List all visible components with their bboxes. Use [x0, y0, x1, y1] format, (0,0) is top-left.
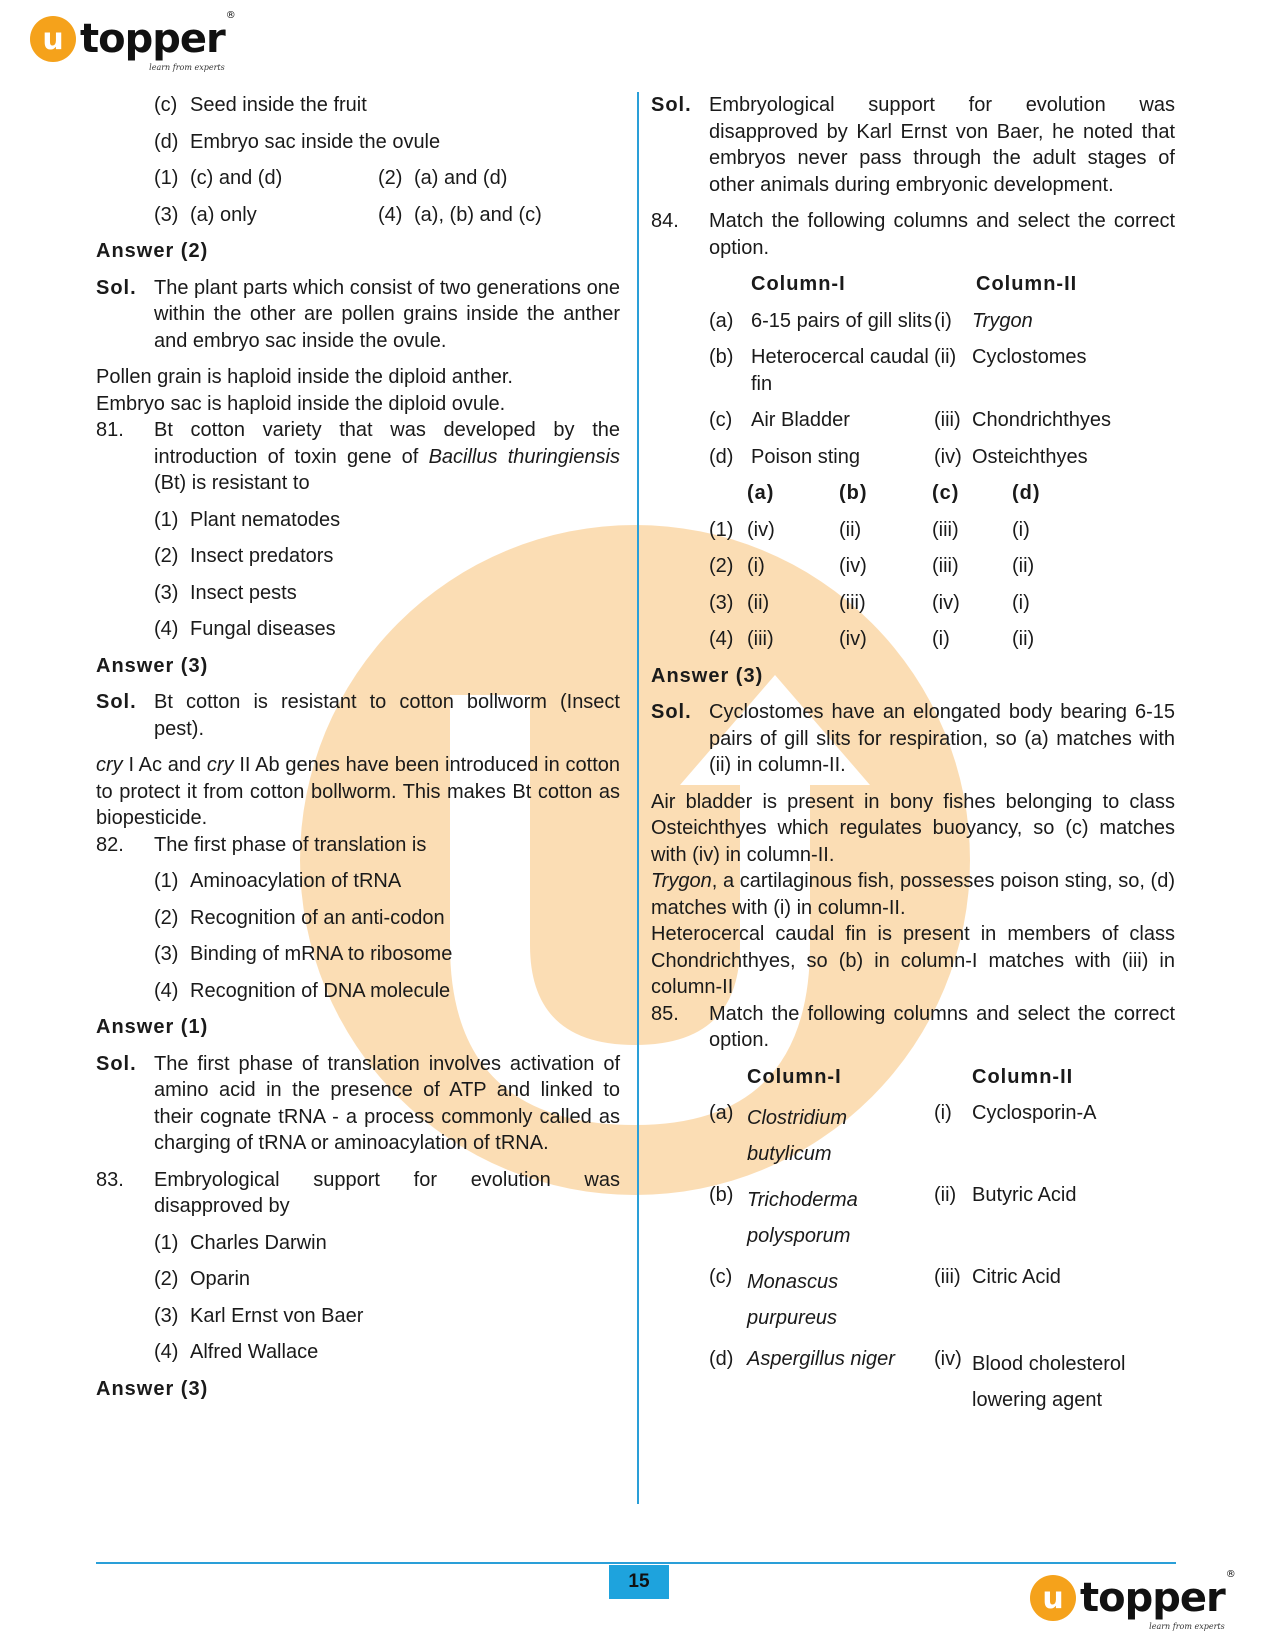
table-row: (c) Air Bladder (iii) Chondrichthyes	[709, 409, 1111, 431]
option-grid-84: (a) (b) (c) (d) (1) (iv) (ii) (iii) (i) (2) (i) (iv) (iii) (ii) (3) (ii) (iii) (iv) (i) (4) (iii) (iv) (i) (ii)	[709, 480, 1175, 653]
footer-logo	[1030, 1569, 1235, 1631]
table-row: (2) (i) (iv) (iii) (ii)	[709, 555, 1035, 577]
list-item: (3) Karl Ernst von Baer	[154, 1304, 364, 1327]
list-item: (3) Binding of mRNA to ribosome	[154, 943, 453, 965]
page-number: 15	[609, 1565, 669, 1599]
answer-q84: Answer (3)	[651, 664, 764, 687]
table-row: (d) Aspergillus niger (iv) Blood cholesterol lowering agent	[709, 1348, 1126, 1411]
table-row: (b) Heterocercal caudal fin (ii) Cyclostomes	[709, 346, 1087, 395]
solution-paragraph: Trygon, a cartilaginous fish, possesses poison sting, so, (d) matches with (i) in column-II.	[651, 870, 1175, 919]
solution-q80: Sol. The plant parts which consist of two generations one within the other are pollen grains inside the anther and embryo sac inside the ovule.	[96, 276, 620, 352]
question-81: 81. Bt cotton variety that was developed by the introduction of toxin gene of Bacillus thuringiensis (Bt) is resistant to	[96, 419, 620, 494]
logo-wordmark: topper	[80, 16, 225, 62]
logo-wordmark: topper	[1080, 1575, 1225, 1621]
list-item: (2) Insect predators	[154, 545, 334, 567]
logo-u-icon: u	[30, 16, 76, 62]
logo-tagline: learn from experts	[149, 63, 225, 72]
question-84: 84. Match the following columns and select the correct option.	[651, 210, 1175, 259]
question-82: 82. The first phase of translation is	[96, 833, 427, 856]
left-column	[96, 92, 620, 1412]
list-item: (c) Seed inside the fruit	[154, 94, 367, 116]
list-item: (1) Plant nematodes	[154, 508, 341, 531]
list-item: (4) Recognition of DNA molecule	[154, 979, 451, 1002]
registered-mark: ®	[225, 10, 235, 21]
list-item: (1) Aminoacylation of tRNA	[154, 870, 402, 892]
column-divider	[637, 92, 639, 1504]
footer-line	[96, 1562, 1176, 1564]
list-item: (2) Recognition of an anti-codon	[154, 906, 445, 929]
answer-q83: Answer (3)	[96, 1377, 209, 1400]
solution-paragraph: Air bladder is present in bony fishes belonging to class Osteichthyes which regulates buoyancy, so (c) matches with (iv) in column-II.	[651, 790, 1175, 866]
table-row: (b) Trichoderma polysporum (ii) Butyric Acid	[709, 1184, 1077, 1247]
list-item: (2) Oparin	[154, 1268, 251, 1290]
answer-q81: Answer (3)	[96, 654, 209, 677]
list-item: (1) Charles Darwin	[154, 1231, 327, 1254]
table-row: (1) (iv) (ii) (iii) (i)	[709, 518, 1030, 541]
logo-u-icon: u	[1030, 1575, 1076, 1621]
solution-paragraph: Pollen grain is haploid inside the diploid anther.	[96, 366, 513, 388]
list-item: (d) Embryo sac inside the ovule	[154, 130, 441, 153]
right-column	[651, 92, 1175, 1428]
q80-choices: (1) (c) and (d) (2) (a) and (d) (3) (a) only (4) (a), (b) and (c)	[154, 167, 542, 226]
question-83: 83. Embryological support for evolution was disapproved by	[96, 1168, 620, 1217]
table-row: (c) Monascus purpureus (iii) Citric Acid	[709, 1266, 1061, 1329]
solution-q83: Sol. Embryological support for evolution was disapproved by Karl Ernst von Baer, he noted that embryos never pass through the adult stages of other animals during embryonic development.	[651, 94, 1175, 196]
answer-q82: Answer (1)	[96, 1016, 209, 1038]
solution-paragraph: Embryo sac is haploid inside the diploid ovule.	[96, 392, 506, 415]
table-row: (4) (iii) (iv) (i) (ii)	[709, 628, 1035, 650]
registered-mark: ®	[1225, 1569, 1235, 1580]
solution-q82: Sol. The first phase of translation involves activation of amino acid in the presence of ATP and linked to their cognate tRNA - a process commonly called as charging of tRNA or aminoacylation of tRNA.	[96, 1052, 620, 1154]
list-item: (3) Insect pests	[154, 581, 297, 604]
solution-paragraph: Heterocercal caudal fin is present in members of class Chondrichthyes, so (b) in column-I matches with (iii) in column-II	[651, 923, 1175, 998]
answer-q80: Answer (2)	[96, 240, 209, 262]
table-row: (a) Clostridium butylicum (i) Cyclosporin-A	[709, 1102, 1097, 1165]
question-85: 85. Match the following columns and select the correct option.	[651, 1002, 1175, 1051]
solution-paragraph: cry I Ac and cry II Ab genes have been introduced in cotton to protect it from cotton bollworm. This makes Bt cotton as biopesticide.	[96, 754, 620, 829]
solution-q84: Sol. Cyclostomes have an elongated body bearing 6-15 pairs of gill slits for respiration, so (a) matches with (ii) in column-II.	[651, 701, 1175, 776]
table-row: (a) 6-15 pairs of gill slits (i) Trygon	[709, 309, 1033, 332]
table-row: (d) Poison sting (iv) Osteichthyes	[709, 445, 1088, 468]
match-table-85: Column-I Column-II (a) Clostridium butylicum (i) Cyclosporin-A (b) Trichoderma polysporum (ii) Butyric Acid (c) Monascus purpureus (iii) Citric Acid (d) Aspergillus niger (iv) Blood cholesterol lowering agent	[709, 1064, 1175, 1419]
solution-q81: Sol. Bt cotton is resistant to cotton bollworm (Insect pest).	[96, 691, 620, 740]
match-table-84: Column-I Column-II (a) 6-15 pairs of gill slits (i) Trygon (b) Heterocercal caudal fin (ii) Cyclostomes (c) Air Bladder (iii) Chondrichthyes (d) Poison sting (iv) Osteichthyes	[709, 271, 1175, 470]
logo-tagline: learn from experts	[1149, 1622, 1225, 1631]
header-logo	[30, 10, 235, 72]
list-item: (4) Alfred Wallace	[154, 1341, 319, 1363]
list-item: (4) Fungal diseases	[154, 618, 336, 640]
table-row: (3) (ii) (iii) (iv) (i)	[709, 591, 1030, 614]
